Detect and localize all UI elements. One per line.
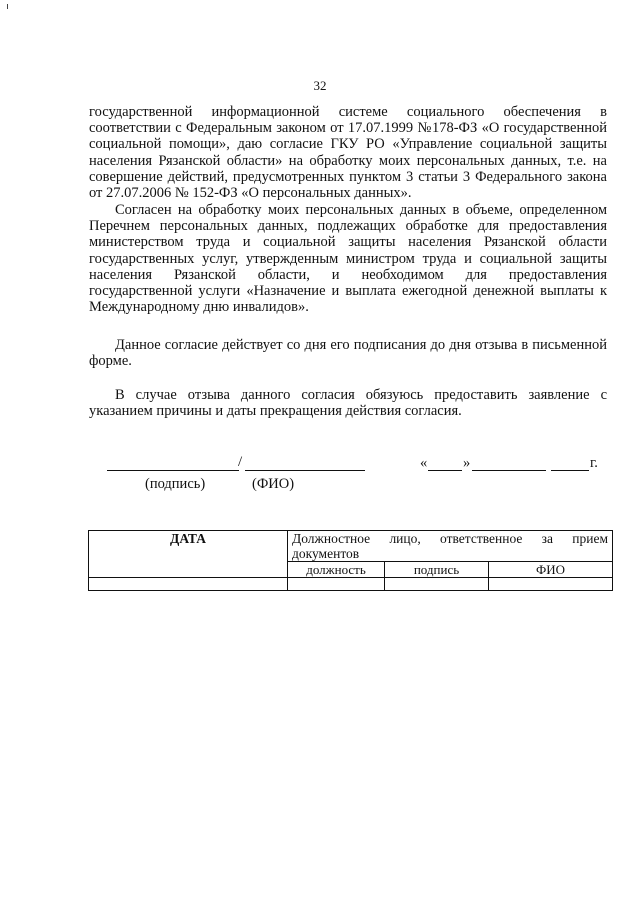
date-cell [89,578,288,591]
text-line: В случае отзыва данного согласия обязуюсь предоставить заявление с [115,387,607,403]
name-column-header: ФИО [489,562,613,578]
text-line: населения Рязанской области» на обработку моих персональных данных, т.е. на [89,152,607,169]
signature-line [107,470,239,471]
consent-paragraph-2 [89,202,607,315]
acceptance-table [88,530,613,591]
revocation-paragraph [89,387,607,419]
text-line: указанием причины и даты прекращения действия согласия. [89,403,462,420]
date-quote-close: » [463,455,471,471]
text-line: Международному дню инвалидов». [89,299,309,316]
text-line: Перечнем персональных данных, подлежащих обработке для предоставления [89,218,607,235]
text-line: от 27.07.2006 № 152-ФЗ «О персональных данных». [89,185,412,202]
text-line: соответствии с Федеральным законом от 17.07.1999 №178-ФЗ «О государственной [89,120,607,137]
text-line: государственной услуги «Назначение и выплата ежегодной денежной выплаты к [89,283,607,300]
date-quote-open: « [420,455,428,471]
text-line: Согласен на обработку моих персональных данных в объеме, определенном [115,202,607,218]
date-header: ДАТА [89,531,288,578]
date-year-suffix: г. [590,455,598,471]
signature-caption: (подпись) [145,476,206,492]
signature-column-header: подпись [385,562,489,578]
scan-mark [7,4,8,9]
name-caption: (ФИО) [252,476,295,492]
text-line: социальной помощи», даю согласие ГКУ РО «Управление социальной защиты [89,136,607,153]
text-line: форме. [89,353,132,370]
text-line: населения Рязанской области, и необходимом для предоставления [89,266,607,283]
text-line: совершение действий, предусмотренных пунктом 3 статьи 3 Федерального закона [89,168,607,185]
signature-slash: / [238,454,243,470]
text-line: государственной информационной системе социального обеспечения в [89,104,607,120]
text-line: государственных услуг, утвержденным министром труда и социальной защиты [89,250,607,267]
position-cell [288,578,385,591]
text-line: министерством труда и социальной защиты населения Рязанской области [89,234,607,251]
officer-header: Должностное лицо, ответственное за прием документов [288,531,613,562]
date-year-line [551,470,589,471]
page-number: 32 [313,78,327,93]
signature-cell [385,578,489,591]
date-day-line [428,470,462,471]
validity-paragraph [89,337,607,369]
name-line [245,470,365,471]
position-column-header: должность [288,562,385,578]
consent-paragraph-1 [89,104,607,201]
text-line: Данное согласие действует со дня его подписания до дня отзыва в письменной [115,337,607,353]
date-month-line [472,470,546,471]
name-cell [489,578,613,591]
